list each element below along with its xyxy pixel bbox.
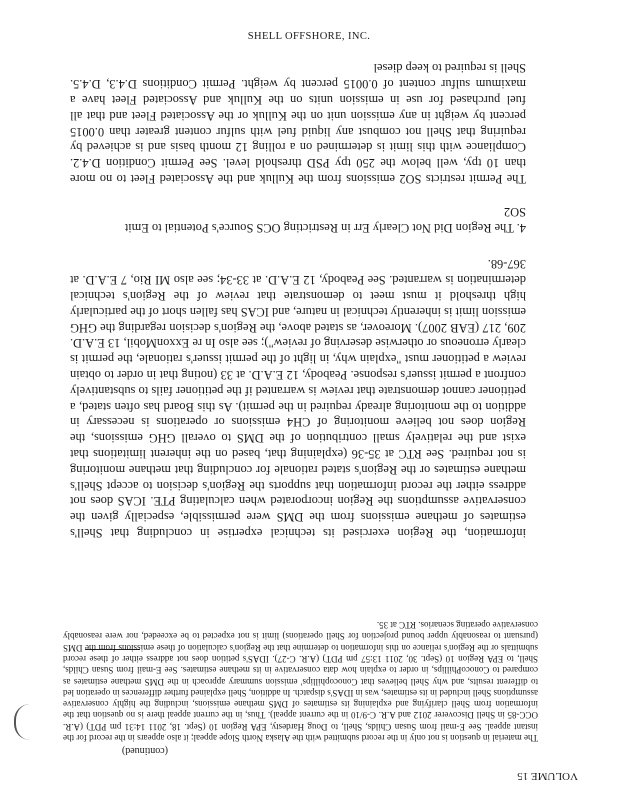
section-heading: 4. The Region Did Not Clearly Err in Restricting OCS Source's Potential to Emit SO2: [124, 205, 526, 235]
running-header: SHELL OFFSHORE, INC.: [247, 31, 371, 42]
scan-margin-mark: [14, 704, 30, 740]
body-paragraph-1: information, the Region exercised its technical expertise in concluding that Shell's estimates of methane emissions from the DMS were permissible, especially given the conservative assumptions the Region incorporated when calculating PTE. ICAS does not address either the record information that supports the Region's decision to accept Shell's methane estimates or the Region's stated rationale for concluding that methane monitoring is not required. See RTC at 35-36 (explaining that, based on the inherent limitations that exist and the relatively small contribution of the DMS to overall GHG emissions, the Region does not believe monitoring of CH4 emissions or operations is necessary in addition to the monitoring already required in the permit). As this Board has often stated, a petitioner cannot demonstrate that review is warranted if the petitioner fails to substantively confront a permit issuer's response. Peabody, 12 E.A.D. at 33 (noting that in order to obtain review a petitioner must "explain why, in light of the permit issuer's rationale, the permit is clearly erroneous or otherwise deserving of review"); see also In re ExxonMobil, 13 E.A.D. 209, 217 (EAB 2007). Moreover, as stated above, the Region's decision regarding the GHG emission limit is inherently technical in nature, and ICAS has fallen short of the particularly high threshold it must meet to demonstrate that review of the Region's technical determination is warranted. See Peabody, 12 E.A.D. at 33-34; see also MI Rio, 7 E.A.D. at 367-68.: [70, 257, 526, 540]
volume-footer: VOLUME 15: [517, 770, 578, 782]
footnote-continued-label: (continued): [121, 745, 168, 756]
footnote-text: The material in question is not only in the record submitted with the Alaska North Slope appeal; it also appears in the record for the instant appeal. See E-mail from Susan Childs, Shell, to Doug Hardesty, EPA Region 10 (Sept. 18, 2011 14:31 pm PDT) (A.R. OCC-85 in Shell Discoverer 2012 and A.R. C-9/10 in the current appeal). Thus, in the current appeal there is no question that the information from Shell clarifying and explaining its estimates of DMS methane emissions, including the highly conservative assumptions Shell included in its estimates, was in IDAS's dispatch. In addition, Shell explained further differences in operation led to different results, and why Shell believes that Conocophillips' emission summary approach in the DMS methane estimates as compared to ConocoPhillips, in order to explain how data conservative in its methane estimates. See E-mail from Susan Childs, Shell, to EPA Region 10 (Sept. 30, 2011 13:57 pm PDT) (A.R. C-27). IDAS's petition does not address either of these record submittals or the Region's reliance on this information to determine that the Region's calculation of these emissions from the DMS (pursuant to reasonably upper bound projection for Shell operations) limit is not expected to be exceeded, nor were reasonably conservative operating scenarios. RTC at 35.: [63, 620, 538, 743]
body-paragraph-2: The Permit restricts SO2 emissions from the Kulluk and the Associated Fleet to no more than 10 tpy, well below the 250 tpy PSD threshold level. See Permit Condition D.4.2. Compliance with this limit is determined on a rolling 12 month basis and is achieved by requiring that Shell not combust any liquid fuel with sulfur content greater than 0.0015 percent by weight in any emission unit on the Kulluk or the Associated Fleet and that all fuel purchased for use in emission units on the Kulluk and Associated Fleet have a maximum sulfur content of 0.0015 percent by weight. Permit Conditions D.4.3, D.4.5. Shell is required to keep diesel: [70, 61, 526, 186]
